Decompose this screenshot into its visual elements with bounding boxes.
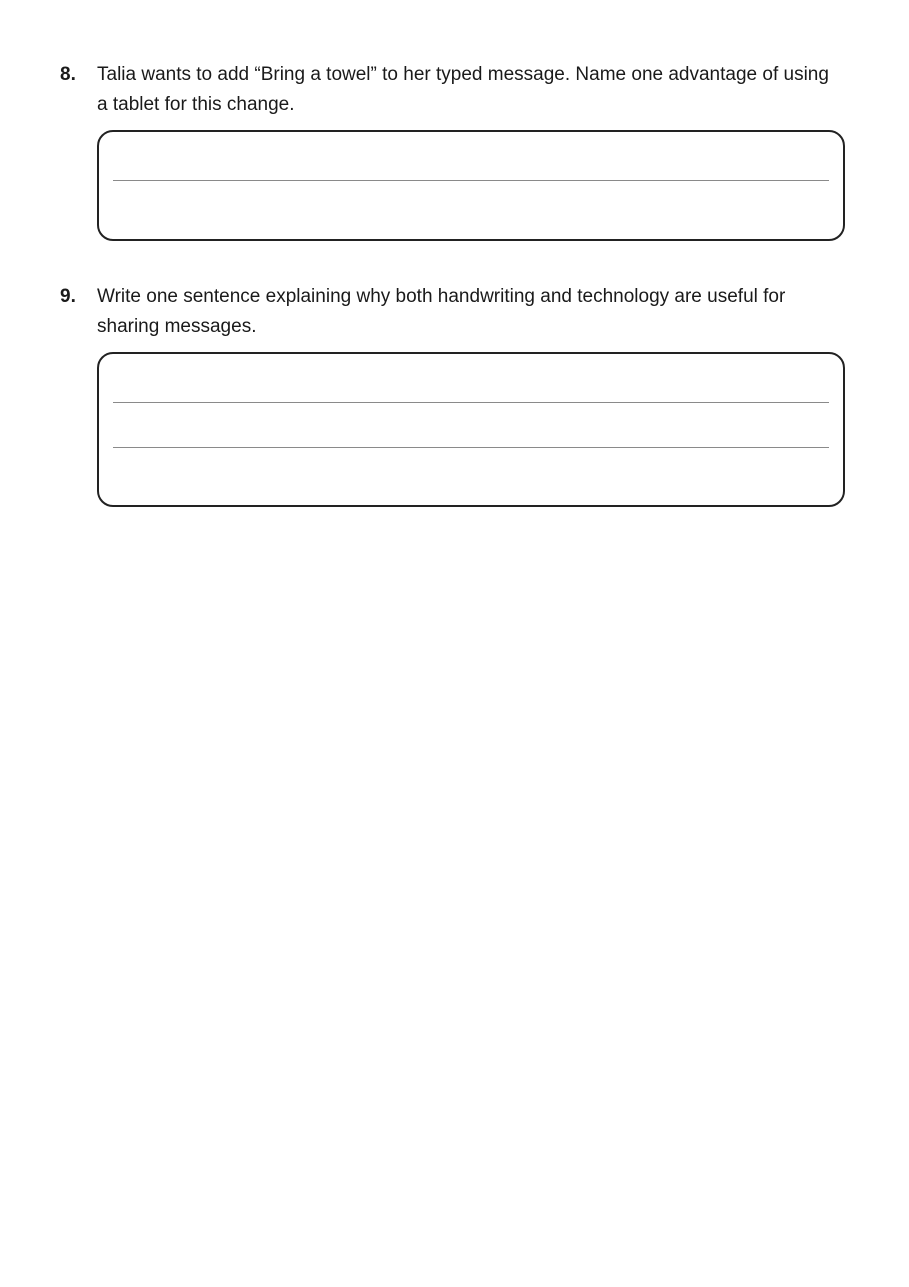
question-8 — [60, 60, 850, 120]
answer-box[interactable] — [97, 352, 845, 507]
question-header — [60, 282, 850, 342]
answer-line — [113, 447, 829, 448]
answer-line — [113, 180, 829, 181]
question-text: Talia wants to add “Bring a towel” to her typed message. Name one advantage of using a tablet for this change. — [97, 64, 829, 115]
answer-box[interactable] — [97, 130, 845, 241]
question-9 — [60, 282, 850, 342]
question-number: 9. — [60, 286, 76, 307]
answer-line — [113, 402, 829, 403]
question-number: 8. — [60, 64, 76, 85]
question-header — [60, 60, 850, 120]
question-text: Write one sentence explaining why both handwriting and technology are useful for sharing messages. — [97, 286, 786, 337]
